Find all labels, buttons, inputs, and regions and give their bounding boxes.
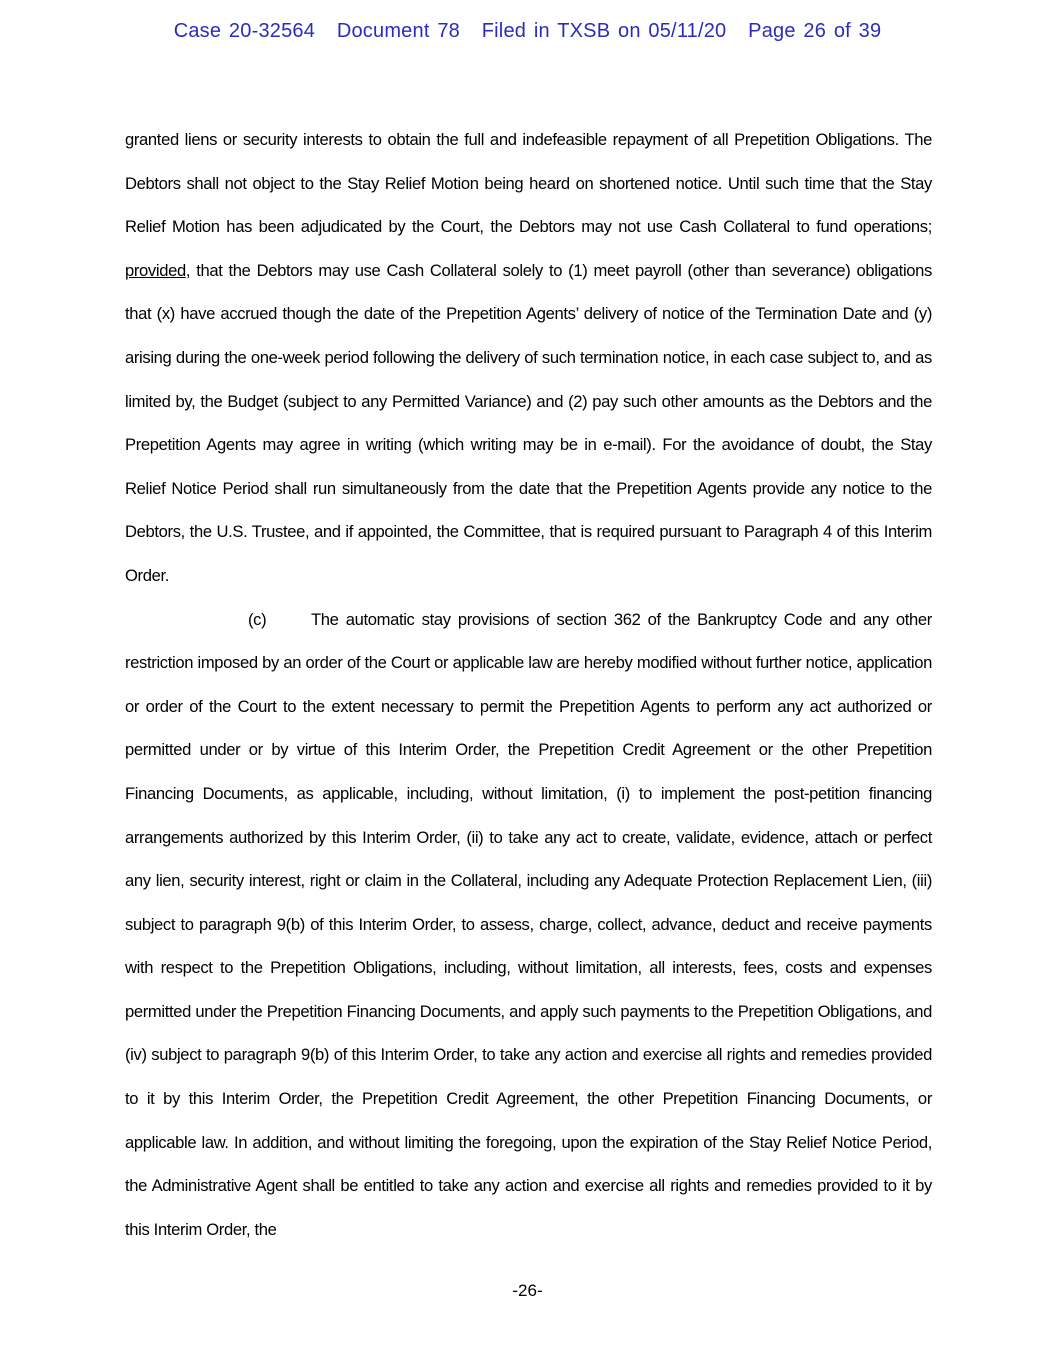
paragraph1-text-start: granted liens or security interests to obtain the full and indefeasible repayment of all Prepetition Obligations. The Debtors shall not object to the Stay Relief Motion being heard on shortened notice. Until such time that the Stay Relief Motion has been adjudicated by the Court, the Debtors may not use Cash Collateral to fund operations; (125, 130, 932, 237)
page-number: -26- (512, 1281, 543, 1300)
filing-header (0, 20, 1055, 43)
paragraph-c (125, 598, 932, 1252)
paragraph-c-text: The automatic stay provisions of section 362 of the Bankruptcy Code and any other restriction imposed by an order of the Court or applicable law are hereby modified without further notice, application or order of the Court to the extent necessary to permit the Prepetition Agents to perform any act authorized or permitted under or by virtue of this Interim Order, the Prepetition Credit Agreement or the other Prepetition Financing Documents, as applicable, including, without limitation, (i) to implement the post-petition financing arrangements authorized by this Interim Order, (ii) to take any act to create, validate, evidence, attach or perfect any lien, security interest, right or claim in the Collateral, including any Adequate Protection Replacement Lien, (iii) subject to paragraph 9(b) of this Interim Order, to assess, charge, collect, advance, deduct and receive payments with respect to the Prepetition Obligations, including, without limitation, all interests, fees, costs and expenses permitted under the Prepetition Financing Documents, and apply such payments to the Prepetition Obligations, and (iv) subject to paragraph 9(b) of this Interim Order, to take any action and exercise all rights and remedies provided to it by this Interim Order, the Prepetition Credit Agreement, the other Prepetition Financing Documents, or applicable law. In addition, and without limiting the foregoing, upon the expiration of the Stay Relief Notice Period, the Administrative Agent shall be entitled to take any action and exercise all rights and remedies provided to it by this Interim Order, the (125, 609, 932, 1239)
filed-info: Filed in TXSB on 05/11/20 (481, 20, 727, 42)
document-body (125, 118, 932, 1251)
page-info: Page 26 of 39 (748, 20, 882, 42)
case-number: Case 20-32564 (173, 20, 316, 42)
paragraph1-text-end: , that the Debtors may use Cash Collateral solely to (1) meet payroll (other than severance) obligations that (x) have accrued though the date of the Prepetition Agents’ delivery of notice of the Termination Date and (y) arising during the one-week period following the delivery of such termination notice, in each case subject to, and as limited by, the Budget (subject to any Permitted Variance) and (2) pay such other amounts as the Debtors and the Prepetition Agents may agree in writing (which writing may be in e-mail). For the avoidance of doubt, the Stay Relief Notice Period shall run simultaneously from the date that the Prepetition Agents provide any notice to the Debtors, the U.S. Trustee, and if appointed, the Committee, that is required pursuant to Paragraph 4 of this Interim Order. (125, 260, 932, 585)
paragraph-continuation (125, 118, 932, 598)
document-number: Document 78 (336, 20, 460, 42)
paragraph-label: (c) (248, 609, 267, 629)
provided-underlined: provided (125, 260, 186, 280)
